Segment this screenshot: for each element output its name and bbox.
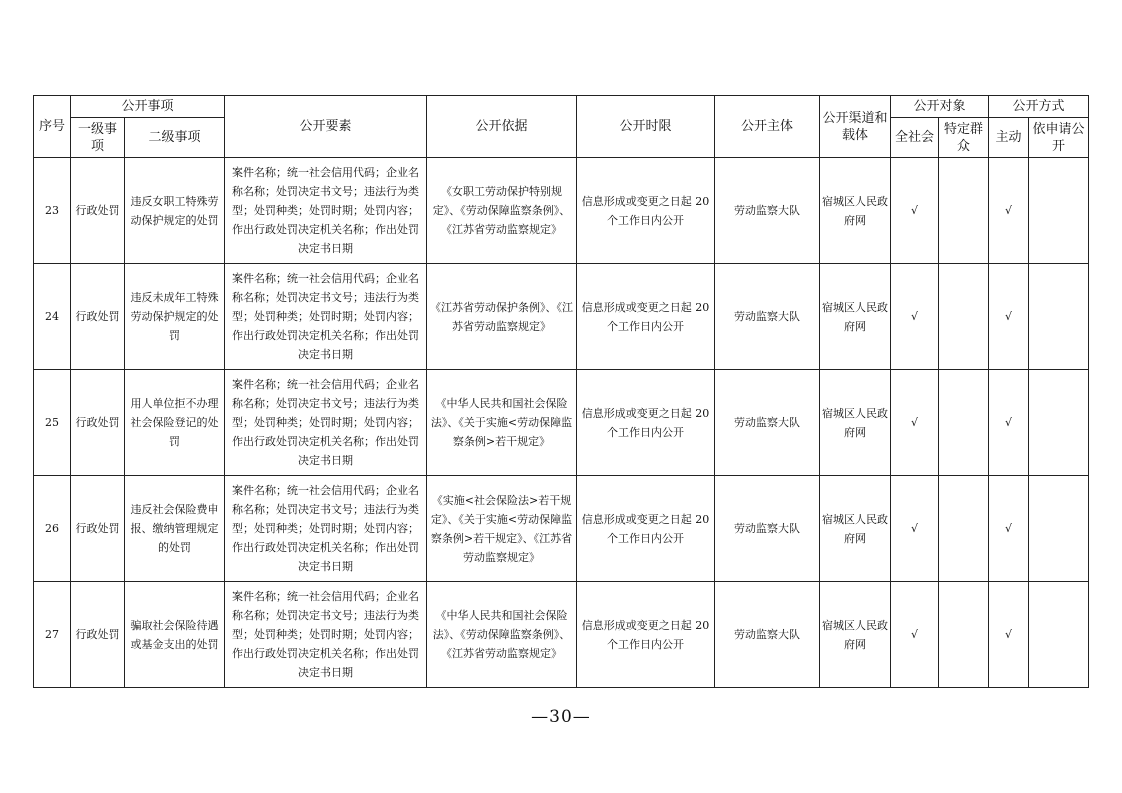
table-row	[34, 582, 1089, 688]
cell-specific-group	[939, 158, 989, 264]
cell-on-request	[1029, 264, 1089, 370]
cell-level2: 违反社会保险费申报、缴纳管理规定的处罚	[125, 476, 225, 582]
cell-active-check: √	[989, 582, 1029, 688]
cell-level1: 行政处罚	[71, 158, 125, 264]
cell-basis: 《中华人民共和国社会保险法》、《劳动保障监察条例》、《江苏省劳动监察规定》	[427, 582, 577, 688]
cell-time-limit: 信息形成或变更之日起 20 个工作日内公开	[577, 582, 715, 688]
cell-level1: 行政处罚	[71, 582, 125, 688]
cell-on-request	[1029, 582, 1089, 688]
cell-specific-group	[939, 476, 989, 582]
header-active: 主动	[989, 118, 1029, 158]
cell-seq: 25	[34, 370, 71, 476]
header-basis: 公开依据	[427, 96, 577, 158]
cell-whole-society-check: √	[891, 264, 939, 370]
table-header	[34, 96, 1089, 158]
header-seq: 序号	[34, 96, 71, 158]
cell-basis: 《中华人民共和国社会保险法》、《关于实施<劳动保障监察条例>若干规定》	[427, 370, 577, 476]
cell-elements: 案件名称；统一社会信用代码；企业名称名称；处罚决定书文号；违法行为类型；处罚种类；处罚时期；处罚内容；作出行政处罚决定机关名称；作出处罚决定书日期	[225, 264, 427, 370]
cell-level2: 违反未成年工特殊劳动保护规定的处罚	[125, 264, 225, 370]
header-method: 公开方式	[989, 96, 1089, 118]
cell-basis: 《实施<社会保险法>若干规定》、《关于实施<劳动保障监察条例>若干规定》、《江苏省劳动监察规定》	[427, 476, 577, 582]
header-level2: 二级事项	[125, 118, 225, 158]
header-items: 公开事项	[71, 96, 225, 118]
cell-level2: 用人单位拒不办理社会保险登记的处罚	[125, 370, 225, 476]
cell-channel: 宿城区人民政府网	[820, 476, 891, 582]
table-row	[34, 158, 1089, 264]
header-on-request: 依申请公开	[1029, 118, 1089, 158]
cell-time-limit: 信息形成或变更之日起 20 个工作日内公开	[577, 476, 715, 582]
cell-whole-society-check: √	[891, 476, 939, 582]
header-channel: 公开渠道和载体	[820, 96, 891, 158]
cell-on-request	[1029, 476, 1089, 582]
cell-channel: 宿城区人民政府网	[820, 582, 891, 688]
cell-whole-society-check: √	[891, 158, 939, 264]
table-body	[34, 158, 1089, 688]
header-elements: 公开要素	[225, 96, 427, 158]
cell-level1: 行政处罚	[71, 264, 125, 370]
cell-active-check: √	[989, 158, 1029, 264]
cell-specific-group	[939, 370, 989, 476]
header-specific-group: 特定群众	[939, 118, 989, 158]
cell-elements: 案件名称；统一社会信用代码；企业名称名称；处罚决定书文号；违法行为类型；处罚种类；处罚时期；处罚内容；作出行政处罚决定机关名称；作出处罚决定书日期	[225, 370, 427, 476]
cell-elements: 案件名称；统一社会信用代码；企业名称名称；处罚决定书文号；违法行为类型；处罚种类；处罚时期；处罚内容；作出行政处罚决定机关名称；作出处罚决定书日期	[225, 158, 427, 264]
cell-elements: 案件名称；统一社会信用代码；企业名称名称；处罚决定书文号；违法行为类型；处罚种类；处罚时期；处罚内容；作出行政处罚决定机关名称；作出处罚决定书日期	[225, 476, 427, 582]
cell-whole-society-check: √	[891, 370, 939, 476]
cell-specific-group	[939, 582, 989, 688]
cell-basis: 《江苏省劳动保护条例》、《江苏省劳动监察规定》	[427, 264, 577, 370]
cell-whole-society-check: √	[891, 582, 939, 688]
cell-active-check: √	[989, 264, 1029, 370]
cell-channel: 宿城区人民政府网	[820, 158, 891, 264]
cell-seq: 26	[34, 476, 71, 582]
header-level1: 一级事项	[71, 118, 125, 158]
cell-elements: 案件名称；统一社会信用代码；企业名称名称；处罚决定书文号；违法行为类型；处罚种类；处罚时期；处罚内容；作出行政处罚决定机关名称；作出处罚决定书日期	[225, 582, 427, 688]
cell-subject: 劳动监察大队	[715, 476, 820, 582]
cell-level1: 行政处罚	[71, 476, 125, 582]
cell-time-limit: 信息形成或变更之日起 20 个工作日内公开	[577, 158, 715, 264]
cell-seq: 27	[34, 582, 71, 688]
table-row	[34, 264, 1089, 370]
cell-level2: 违反女职工特殊劳动保护规定的处罚	[125, 158, 225, 264]
header-subject: 公开主体	[715, 96, 820, 158]
cell-time-limit: 信息形成或变更之日起 20 个工作日内公开	[577, 370, 715, 476]
cell-subject: 劳动监察大队	[715, 370, 820, 476]
header-whole-society: 全社会	[891, 118, 939, 158]
table-row	[34, 476, 1089, 582]
cell-level2: 骗取社会保险待遇或基金支出的处罚	[125, 582, 225, 688]
table-row	[34, 370, 1089, 476]
page-number: —30—	[531, 707, 591, 727]
header-time-limit: 公开时限	[577, 96, 715, 158]
cell-seq: 23	[34, 158, 71, 264]
cell-specific-group	[939, 264, 989, 370]
cell-subject: 劳动监察大队	[715, 582, 820, 688]
cell-basis: 《女职工劳动保护特别规定》、《劳动保障监察条例》、《江苏省劳动监察规定》	[427, 158, 577, 264]
cell-level1: 行政处罚	[71, 370, 125, 476]
header-target: 公开对象	[891, 96, 989, 118]
cell-active-check: √	[989, 370, 1029, 476]
disclosure-table	[33, 95, 1089, 688]
cell-channel: 宿城区人民政府网	[820, 264, 891, 370]
cell-on-request	[1029, 158, 1089, 264]
cell-seq: 24	[34, 264, 71, 370]
cell-active-check: √	[989, 476, 1029, 582]
cell-channel: 宿城区人民政府网	[820, 370, 891, 476]
cell-on-request	[1029, 370, 1089, 476]
cell-time-limit: 信息形成或变更之日起 20 个工作日内公开	[577, 264, 715, 370]
cell-subject: 劳动监察大队	[715, 264, 820, 370]
cell-subject: 劳动监察大队	[715, 158, 820, 264]
